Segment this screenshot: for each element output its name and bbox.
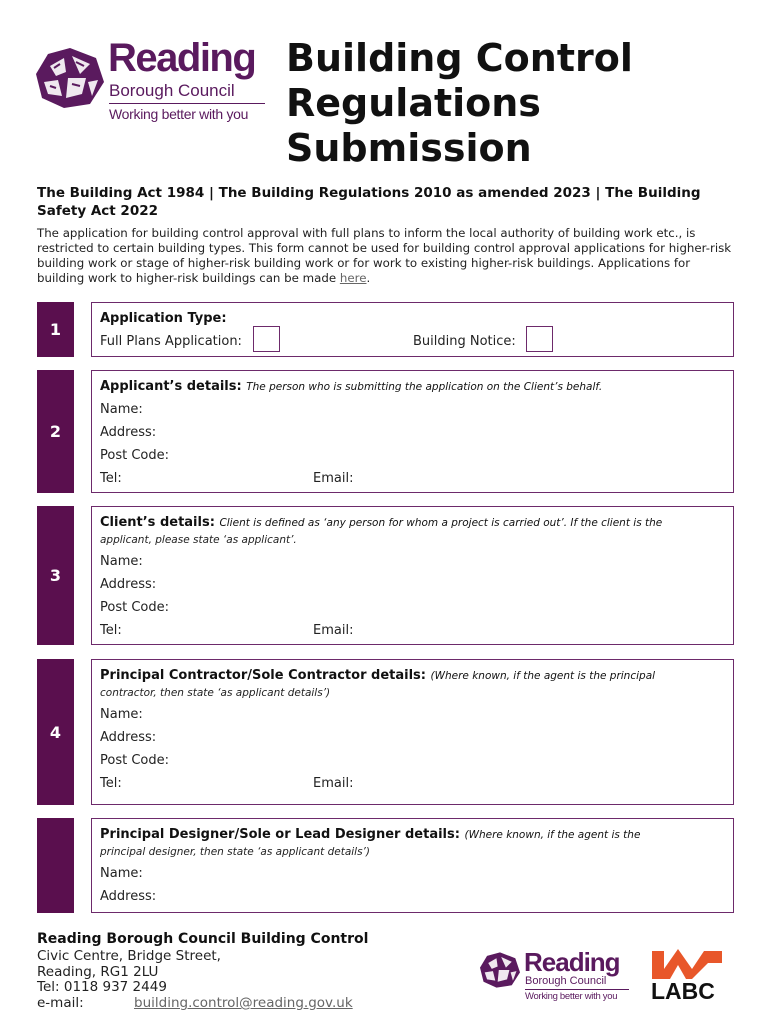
- section-note: The person who is submitting the application on the Client’s behalf.: [246, 381, 603, 393]
- section-box: [91, 302, 734, 357]
- brand-divider: [525, 989, 629, 990]
- address-field-label[interactable]: Address:: [100, 425, 157, 440]
- reading-council-logo: [36, 36, 268, 126]
- tel-field-label[interactable]: Tel:: [100, 471, 122, 486]
- postcode-field-label[interactable]: Post Code:: [100, 600, 169, 615]
- brand-tagline: Working better with you: [525, 991, 618, 1002]
- footer-telephone: Tel: 0118 937 2449: [37, 979, 167, 995]
- legislation-heading: The Building Act 1984 | The Building Regulations 2010 as amended 2023 | The Building Safety Act 2022: [37, 185, 701, 219]
- brand-reading-text: Reading: [108, 36, 256, 80]
- section-note: Client is defined as ‘any person for whom a project is carried out’. If the client is the: [219, 517, 663, 529]
- email-field-label[interactable]: Email:: [313, 471, 354, 486]
- brand-reading-text: Reading: [524, 947, 620, 977]
- section-title: [100, 379, 602, 394]
- footer-address-line-1: Civic Centre, Bridge Street,: [37, 948, 221, 964]
- tel-field-label[interactable]: Tel:: [100, 776, 122, 791]
- section-title-text: Principal Designer/Sole or Lead Designer details:: [100, 827, 460, 842]
- full-plans-checkbox[interactable]: [253, 326, 280, 352]
- section-note-cont: applicant, please state ‘as applicant’.: [100, 534, 297, 546]
- brand-council-text: Borough Council: [525, 975, 607, 987]
- section-title-text: Principal Contractor/Sole Contractor details:: [100, 668, 426, 683]
- section-title-text: Client’s details:: [100, 515, 215, 530]
- postcode-field-label[interactable]: Post Code:: [100, 753, 169, 768]
- brand-council-text: Borough Council: [109, 81, 235, 100]
- address-field-label[interactable]: Address:: [100, 577, 157, 592]
- section-note-cont: principal designer, then state ‘as applicant details’): [100, 846, 370, 858]
- section-note-cont: contractor, then state ‘as applicant details’): [100, 687, 331, 699]
- footer-email-label: e-mail:: [37, 995, 84, 1011]
- section-principal-designer: [37, 818, 734, 913]
- intro-end: .: [366, 271, 371, 285]
- section-number: 4: [37, 659, 74, 805]
- higher-risk-link[interactable]: here: [339, 271, 367, 285]
- address-field-label[interactable]: Address:: [100, 889, 157, 904]
- section-number-bar: [37, 818, 74, 913]
- title-line-3: Submission: [286, 126, 532, 170]
- name-field-label[interactable]: Name:: [100, 554, 143, 569]
- page-title: [286, 36, 633, 171]
- title-line-2: Regulations: [286, 81, 541, 125]
- council-emblem-icon: [480, 952, 520, 988]
- email-field-label[interactable]: Email:: [313, 776, 354, 791]
- section-box: [91, 370, 734, 493]
- name-field-label[interactable]: Name:: [100, 866, 143, 881]
- reading-council-logo-footer: [480, 947, 635, 1006]
- name-field-label[interactable]: Name:: [100, 707, 143, 722]
- labc-text: LABC: [651, 978, 715, 1004]
- brand-divider: [109, 103, 265, 104]
- section-note: (Where known, if the agent is the: [464, 829, 641, 841]
- section-title: [100, 668, 655, 683]
- section-client-details: [37, 506, 734, 645]
- postcode-field-label[interactable]: Post Code:: [100, 448, 169, 463]
- section-application-type: [37, 302, 734, 357]
- section-title: [100, 515, 662, 530]
- section-number: 2: [37, 370, 74, 493]
- section-title: Application Type:: [100, 311, 227, 326]
- intro-paragraph: [37, 226, 737, 286]
- labc-roof-icon: [652, 945, 722, 979]
- section-title: [100, 827, 640, 842]
- section-box: [91, 659, 734, 805]
- section-box: [91, 506, 734, 645]
- section-principal-contractor: [37, 659, 734, 805]
- footer-address-line-2: Reading, RG1 2LU: [37, 964, 159, 980]
- intro-text: The application for building control approval with full plans to inform the local authority of building work etc., is restricted to certain building types. This form cannot be used for building control approval applications for higher-risk building work or stage of higher-risk building work or for work to existing higher-risk buildings. Applications for building work to higher-risk buildings can be made: [37, 226, 732, 285]
- full-plans-label: Full Plans Application:: [100, 334, 242, 349]
- section-number: 1: [37, 302, 74, 357]
- footer-heading: Reading Borough Council Building Control: [37, 931, 369, 947]
- tel-field-label[interactable]: Tel:: [100, 623, 122, 638]
- name-field-label[interactable]: Name:: [100, 402, 143, 417]
- section-box: [91, 818, 734, 913]
- address-field-label[interactable]: Address:: [100, 730, 157, 745]
- building-notice-label: Building Notice:: [413, 334, 516, 349]
- section-title-text: Applicant’s details:: [100, 379, 242, 394]
- section-note: (Where known, if the agent is the principal: [430, 670, 656, 682]
- brand-tagline: Working better with you: [109, 106, 249, 122]
- building-notice-checkbox[interactable]: [526, 326, 553, 352]
- labc-logo: [650, 945, 730, 1007]
- email-field-label[interactable]: Email:: [313, 623, 354, 638]
- footer-email-link[interactable]: building.control@reading.gov.uk: [134, 995, 353, 1011]
- section-number: 3: [37, 506, 74, 645]
- title-line-1: Building Control: [286, 36, 633, 80]
- council-emblem-icon: [36, 48, 104, 108]
- section-applicant-details: [37, 370, 734, 493]
